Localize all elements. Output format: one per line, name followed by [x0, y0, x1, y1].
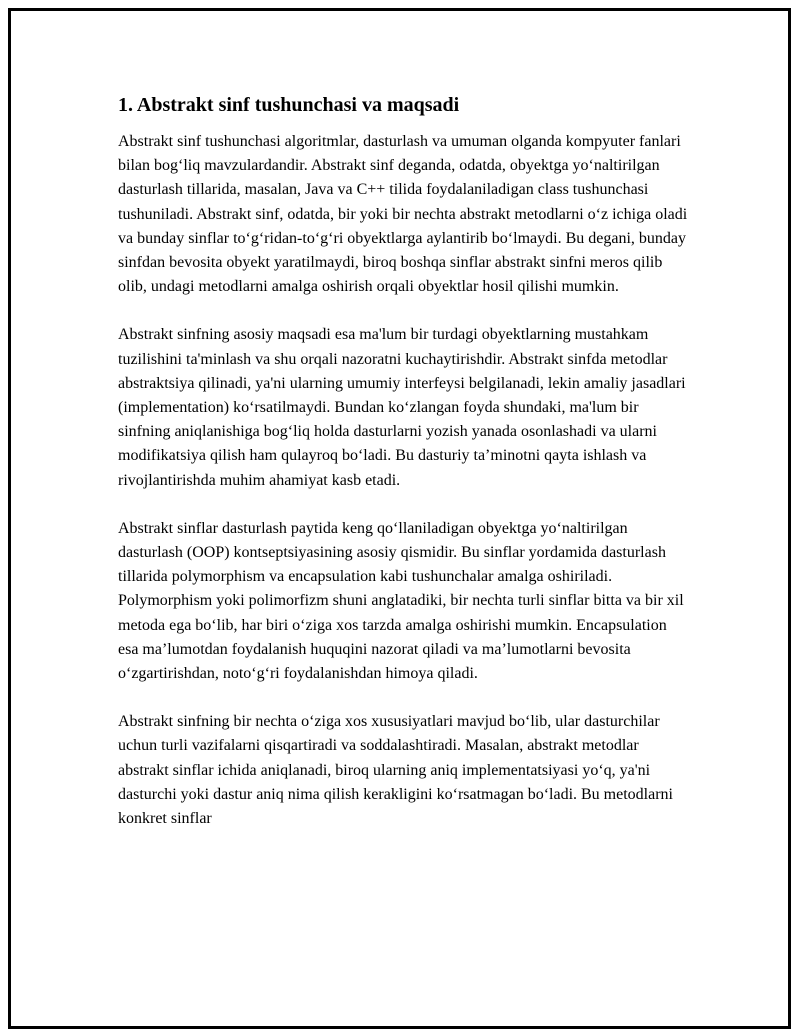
paragraph-2: Abstrakt sinfning asosiy maqsadi esa ma'lum bir turdagi obyektlarning mustahkam tuzilishini ta'minlash va shu orqali nazoratni kuchaytirishdir. Abstrakt sinfda metodlar abstraktsiya qilinadi, ya'ni ularning umumiy interfeysi belgilanadi, lekin amaliy jasadlari (implementation) ko‘rsatilmaydi. Bundan ko‘zlangan foyda shundaki, ma'lum bir sinfning aniqlanishiga bog‘liq holda dasturlarni yozish yanada osonlashadi va ularni modifikatsiya qilish ham qulayroq bo‘ladi. Bu dasturiy ta’minotni qayta ishlash va rivojlantirishda muhim ahamiyat kasb etadi.	[118, 326, 686, 489]
section-heading: 1. Abstrakt sinf tushunchasi va maqsadi	[118, 94, 460, 116]
paragraph-3: Abstrakt sinflar dasturlash paytida keng qo‘llaniladigan obyektga yo‘naltirilgan dasturlash (OOP) kontseptsiyasining asosiy qismidir. Bu sinflar yordamida dasturlash tillarida polymorphism va encapsulation kabi tushunchalar amalga oshiriladi. Polymorphism yoki polimorfizm shuni anglatadiki, bir nechta turli sinflar bitta va bir xil metoda ega bo‘lib, har biri o‘ziga xos tarzda amalga oshirishi mumkin. Encapsulation esa ma’lumotdan foydalanish huquqini nazorat qiladi va ma’lumotlarni bevosita o‘zgartirishdan, noto‘g‘ri foydalanishdan himoya qiladi.	[118, 519, 684, 683]
paragraph-1: Abstrakt sinf tushunchasi algoritmlar, dasturlash va umuman olganda kompyuter fanlari bilan bog‘liq mavzulardandir. Abstrakt sinf deganda, odatda, obyektga yo‘naltirilgan dasturlash tillarida, masalan, Java va C++ tilida foydalaniladigan class tushunchasi tushuniladi. Abstrakt sinf, odatda, bir yoki bir nechta abstrakt metodlarni o‘z ichiga oladi va bunday sinflar to‘g‘ridan-to‘g‘ri obyektlarga aylantirib bo‘lmaydi. Bu degani, bunday sinfdan bevosita obyekt yaratilmaydi, biroq boshqa sinflar abstrakt sinfni meros qilib olib, undagi metodlarni amalga oshirish orqali obyektlar hosil qilishi mumkin.	[118, 133, 688, 296]
paragraph-4: Abstrakt sinfning bir nechta o‘ziga xos xususiyatlari mavjud bo‘lib, ular dasturchilar uchun turli vazifalarni qisqartiradi va soddalashtiradi. Masalan, abstrakt metodlar abstrakt sinflar ichida aniqlanadi, biroq ularning aniq implementatsiyasi yo‘q, ya'ni dasturchi yoki dastur aniq nima qilish kerakligini ko‘rsatmagan bo‘ladi. Bu metodlarni konkret sinflar	[118, 713, 673, 828]
document-body	[118, 92, 688, 855]
